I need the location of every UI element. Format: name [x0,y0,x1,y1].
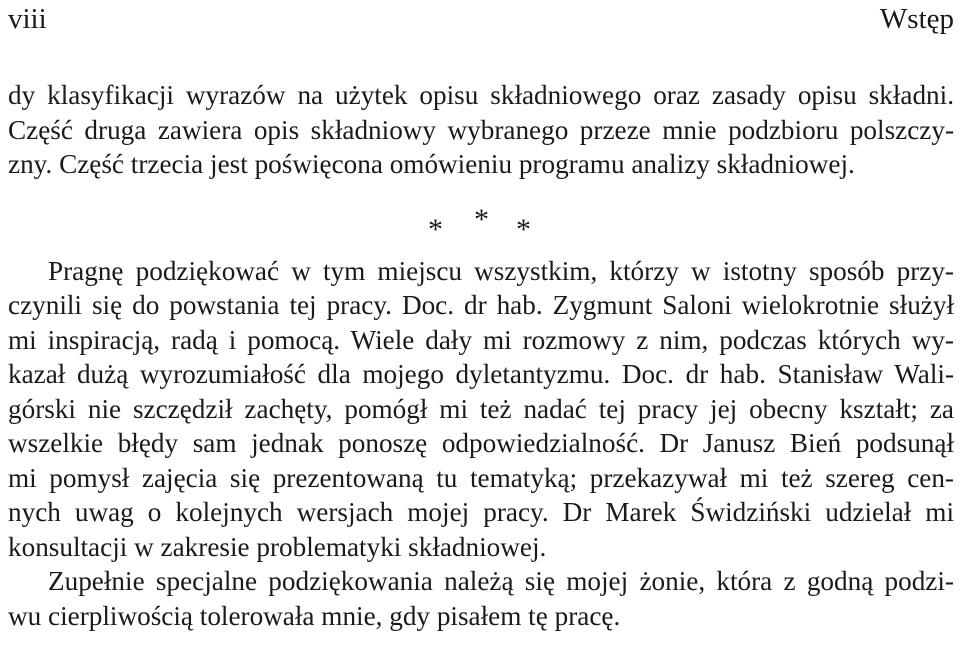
text-line: wu cierpliwością tolerowała mnie, gdy pisałem tę pracę. [8,601,621,631]
asterisk-glyph: * [474,203,489,236]
text-line: Pragnę podziękować w tym miejscu wszystkim, którzy w istotny sposób przy- [48,256,954,286]
text-line: mi inspiracją, radą i pomocą. Wiele dały mi rozmowy z nim, podczas których wy- [8,325,954,355]
text-line: nych uwag o kolejnych wersjach mojej pracy. Dr Marek Świdziński udzielał mi [8,497,954,527]
text-line: czynili się do powstania tej pracy. Doc. dr hab. Zygmunt Saloni wielokrotnie służył [8,290,954,320]
running-title: Wstęp [879,3,954,35]
text-line: Część druga zawiera opis składniowy wybranego przeze mnie podzbioru polszczy- [8,115,954,145]
text-line: mi pomysł zajęcia się prezentowaną tu tematyką; przekazywał mi też szereg cen- [8,463,954,493]
text-line: górski nie szczędził zachęty, pomógł mi też nadać tej pracy jej obecny kształt; za [8,394,954,424]
text-line: dy klasyfikacji wyrazów na użytek opisu składniowego oraz zasady opisu składni. [8,80,954,110]
text-line: zny. Część trzecia jest poświęcona omówieniu programu analizy składniowej. [8,149,855,179]
page-number: viii [8,3,47,35]
text-line: wszelkie błędy sam jednak ponoszę odpowiedzialność. Dr Janusz Bień podsunął [8,428,954,458]
asterisk-glyph: * [428,213,443,246]
text-line: Zupełnie specjalne podziękowania należą się mojej żonie, która z godną podzi- [48,566,954,596]
page-header [8,2,954,36]
asterisk-glyph: * [516,213,531,246]
text-line: kazał dużą wyrozumiałość dla mojego dyletantyzmu. Doc. dr hab. Stanisław Wali- [8,359,954,389]
section-separator [0,203,960,246]
text-line: konsultacji w zakresie problematyki składniowej. [8,532,547,562]
